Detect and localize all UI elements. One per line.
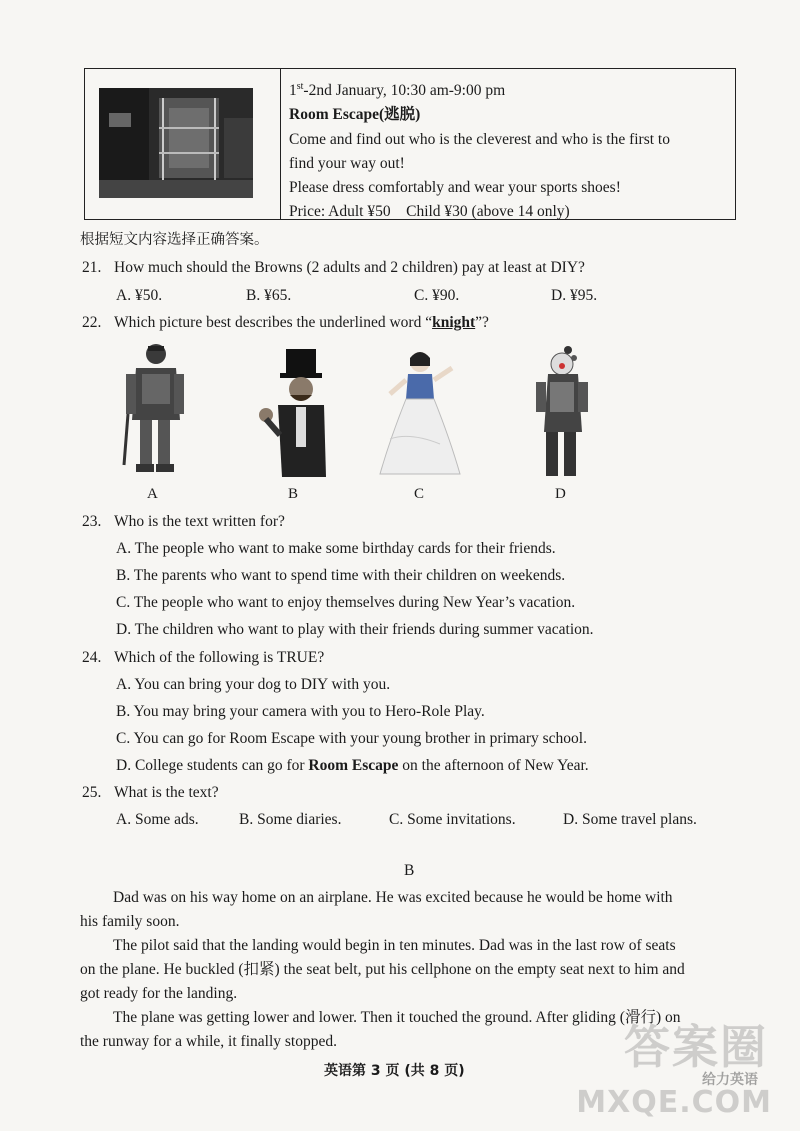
picture-d-label: D <box>555 486 566 502</box>
q23-option-b: B. The parents who want to spend time with their children on weekends. <box>116 567 566 584</box>
paragraph-1-line-1: Dad was on his way home on an airplane. He was excited because he would be home with <box>113 889 673 906</box>
q25-option-a: A. Some ads. <box>116 811 199 828</box>
paragraph-3-line-2: the runway for a while, it finally stopped. <box>80 1033 337 1051</box>
picture-c-princess <box>370 344 465 484</box>
question-22-text-pre: Which picture best describes the underlined word “ <box>114 314 433 331</box>
paragraph-1 <box>80 886 730 934</box>
event-table <box>84 68 736 220</box>
paragraph-2-line-3: got ready for the landing. <box>80 985 238 1003</box>
picture-b-top-hat-man <box>252 345 332 485</box>
q24-option-d-bold: Room Escape <box>308 757 399 774</box>
picture-d-clown <box>528 342 608 487</box>
picture-a-knight <box>118 340 188 480</box>
question-23-number: 23. <box>82 513 102 530</box>
question-21-text: How much should the Browns (2 adults and 2 children) pay at least at DIY? <box>114 259 585 276</box>
event-text-cell <box>281 69 735 219</box>
watermark-url: MXQE.COM <box>576 1085 772 1120</box>
paragraph-3-line-1: The plane was getting lower and lower. Then it touched the ground. After gliding (滑行) on <box>113 1009 681 1026</box>
q25-option-c: C. Some invitations. <box>389 811 516 828</box>
q25-option-d: D. Some travel plans. <box>563 811 697 828</box>
question-22-number: 22. <box>82 314 102 331</box>
picture-c-label: C <box>414 486 425 502</box>
watermark-big-text: 答案圈 <box>624 1020 768 1074</box>
event-title: Room Escape(逃脱) <box>289 106 421 124</box>
section-b-heading: B <box>404 862 415 879</box>
event-desc-3: Please dress comfortably and wear your sports shoes! <box>289 178 621 196</box>
room-escape-photo <box>99 88 253 198</box>
event-date <box>289 75 735 103</box>
paragraph-1-line-2: his family soon. <box>80 913 180 931</box>
q21-option-d: D. ¥95. <box>551 287 598 304</box>
q24-option-b: B. You may bring your camera with you to Hero-Role Play. <box>116 703 485 720</box>
q21-option-b: B. ¥65. <box>246 287 292 304</box>
q23-option-d: D. The children who want to play with their friends during summer vacation. <box>116 621 594 638</box>
watermark <box>568 1003 778 1123</box>
event-price: Price: Adult ¥50 Child ¥30 (above 14 only) <box>289 203 570 221</box>
q24-option-d-post: on the afternoon of New Year. <box>398 757 589 774</box>
question-24-text: Which of the following is TRUE? <box>114 649 325 666</box>
q23-option-a: A. The people who want to make some birthday cards for their friends. <box>116 540 556 557</box>
question-21-number: 21. <box>82 259 102 276</box>
watermark-small-text: 给力英语 <box>702 1072 758 1088</box>
q24-option-a: A. You can bring your dog to DIY with you. <box>116 676 391 693</box>
question-23-text: Who is the text written for? <box>114 513 285 530</box>
q25-option-b: B. Some diaries. <box>239 811 342 828</box>
question-22-text-post: ”? <box>475 314 489 331</box>
picture-b-label: B <box>288 486 299 502</box>
question-25-text: What is the text? <box>114 784 219 801</box>
question-22-text <box>114 314 489 332</box>
q24-option-d <box>116 757 589 775</box>
q21-option-a: A. ¥50. <box>116 287 163 304</box>
q21-option-c: C. ¥90. <box>414 287 460 304</box>
question-24-number: 24. <box>82 649 102 666</box>
event-desc-2: find your way out! <box>289 154 405 172</box>
event-date-rest: -2nd January, 10:30 am-9:00 pm <box>303 82 506 100</box>
event-date-prefix: 1 <box>289 82 297 100</box>
q24-option-c: C. You can go for Room Escape with your young brother in primary school. <box>116 730 587 747</box>
instruction-text: 根据短文内容选择正确答案。 <box>80 232 269 248</box>
picture-a-label: A <box>147 486 158 502</box>
underlined-word-knight: knight <box>432 314 476 331</box>
q24-option-d-pre: D. College students can go for <box>116 757 309 774</box>
paragraph-2 <box>80 934 730 1007</box>
event-desc-1: Come and find out who is the cleverest and who is the first to <box>289 130 670 148</box>
paragraph-2-line-1: The pilot said that the landing would begin in ten minutes. Dad was in the last row of seats <box>113 937 676 954</box>
event-date-sup: st <box>296 81 304 92</box>
q23-option-c: C. The people who want to enjoy themselves during New Year’s vacation. <box>116 594 576 611</box>
paragraph-2-line-2: on the plane. He buckled (扣紧) the seat belt, put his cellphone on the empty seat next to him and <box>80 961 685 979</box>
question-25-number: 25. <box>82 784 102 801</box>
page-footer: 英语第 3 页 (共 8 页) <box>324 1063 465 1079</box>
event-photo-cell <box>85 69 281 219</box>
